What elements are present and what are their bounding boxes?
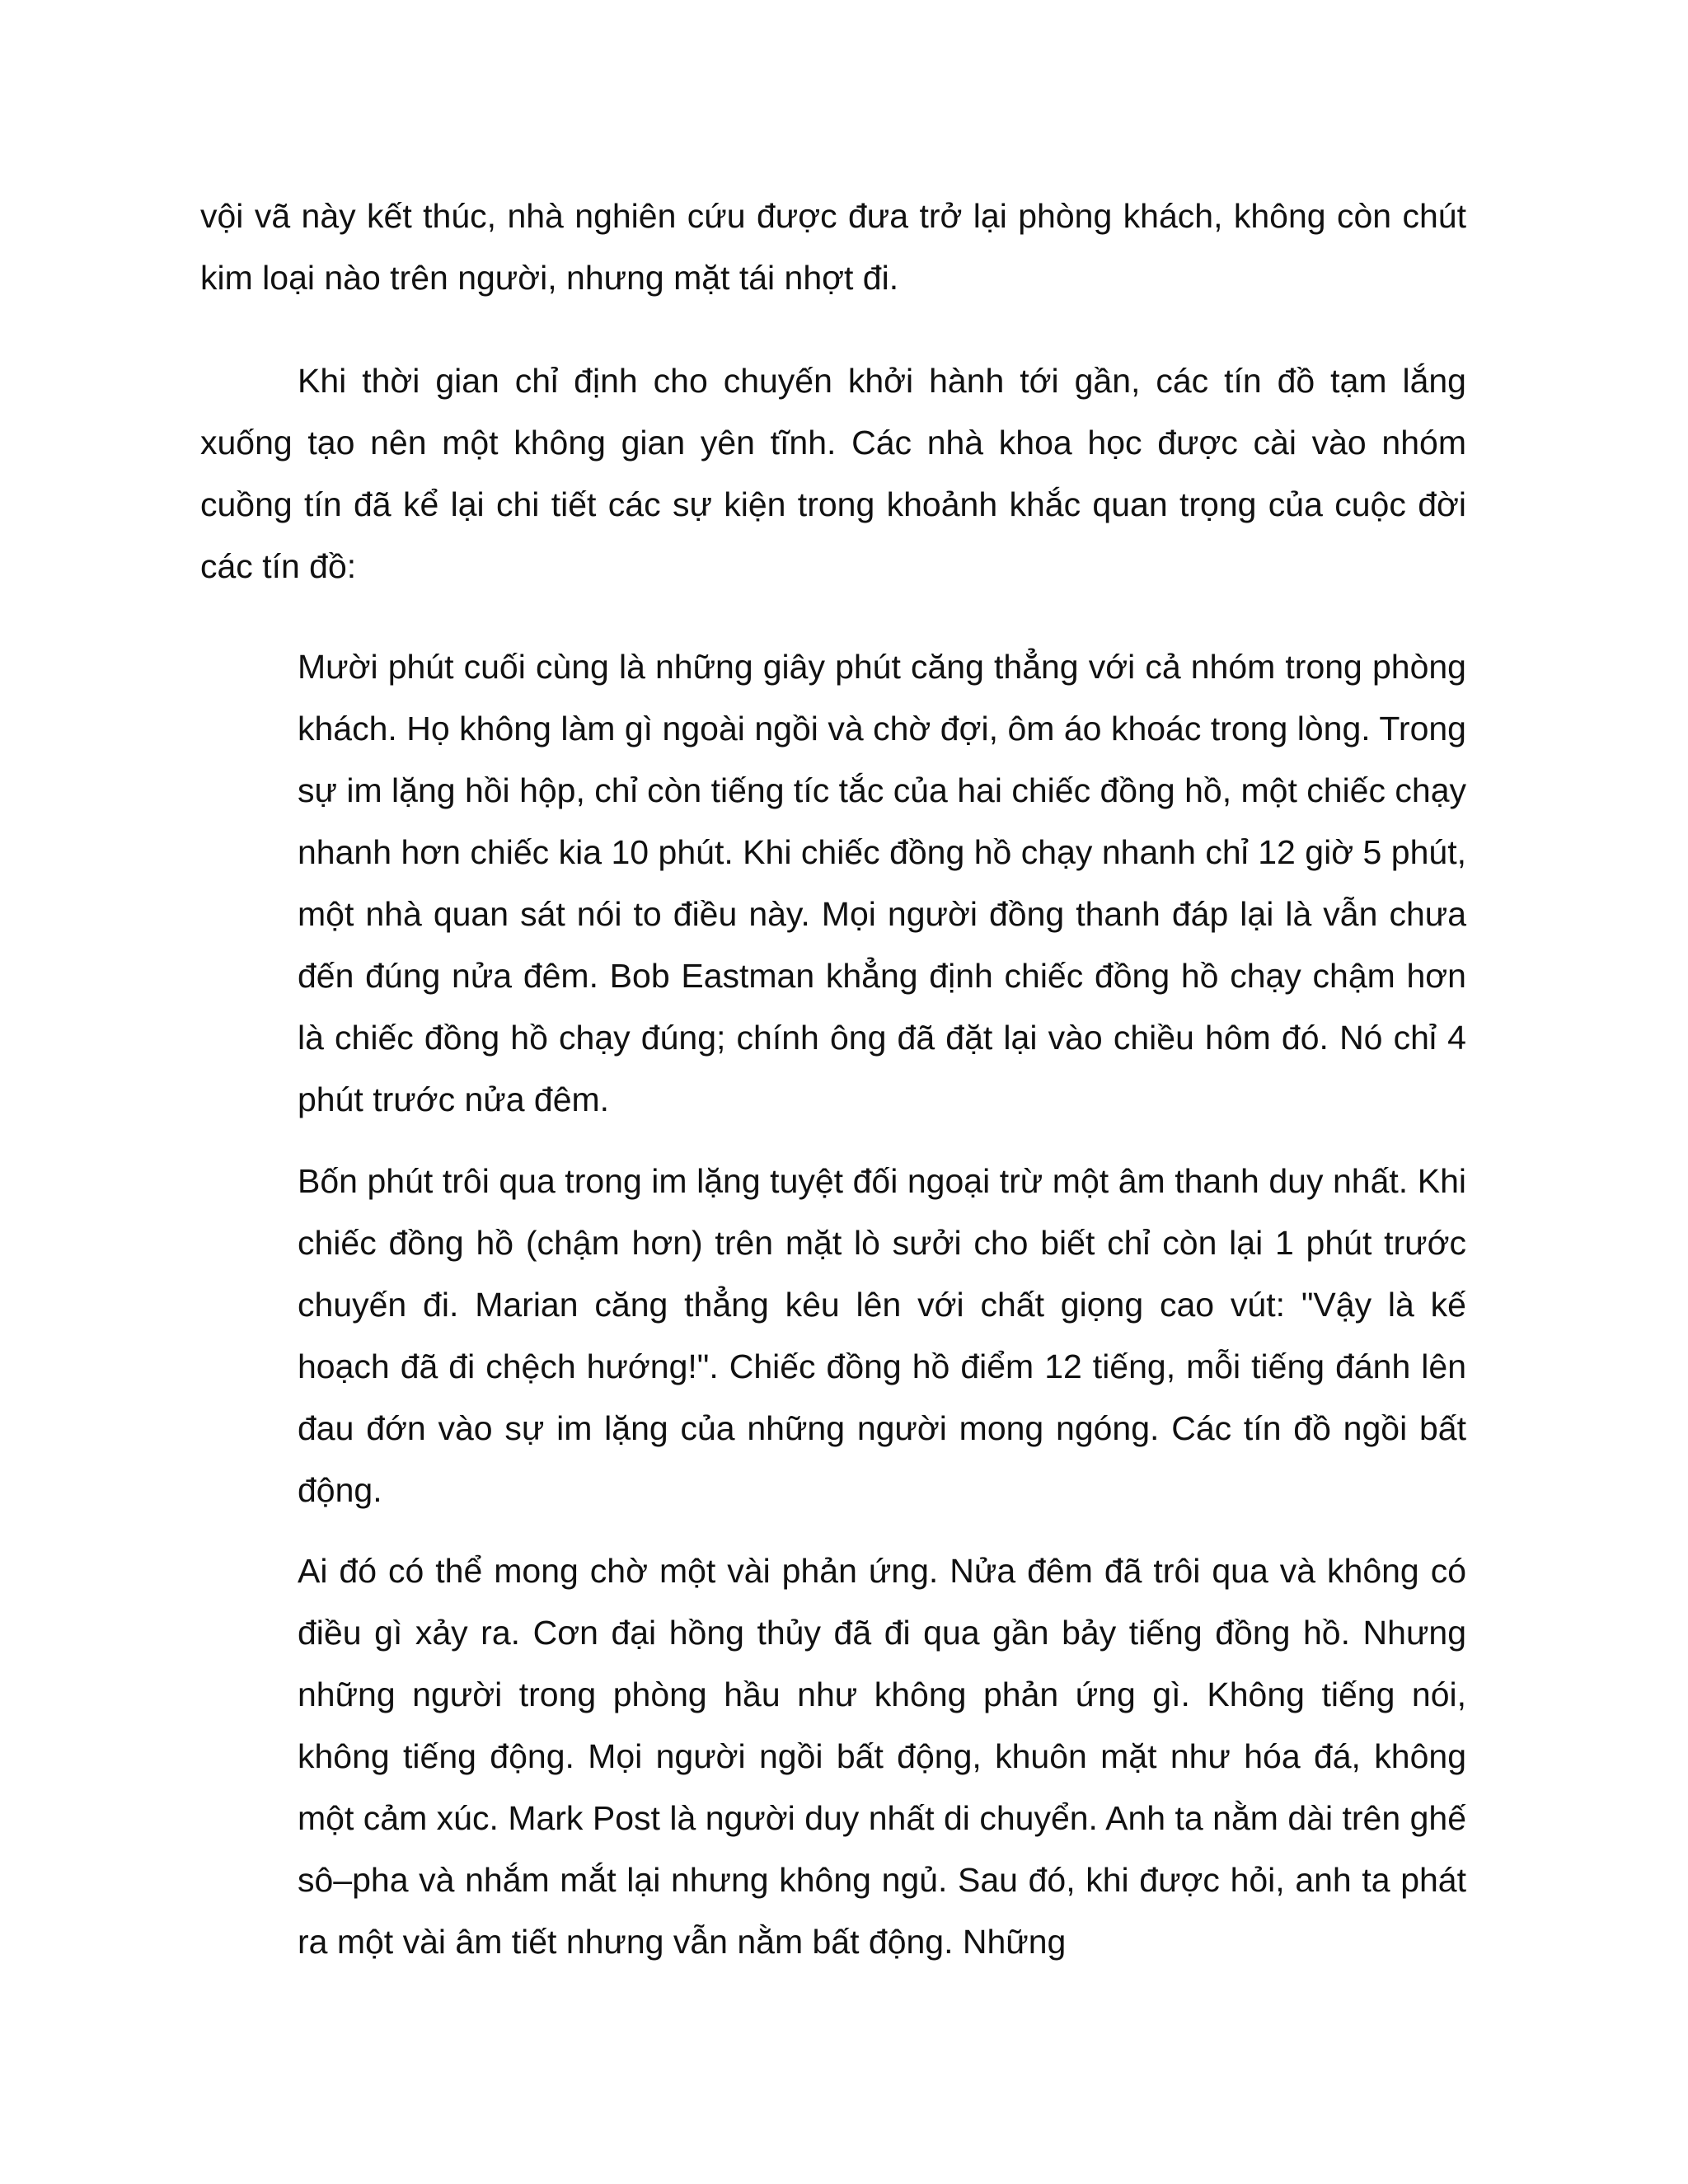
paragraph-intro: Khi thời gian chỉ định cho chuyến khởi hành tới gần, các tín đồ tạm lắng xuống tạo nên một không gian yên tĩnh. Các nhà khoa học được cài vào nhóm cuồng tín đã kể lại chi tiết các sự kiện trong khoảnh khắc quan trọng của cuộc đời các tín đồ: <box>200 362 1466 585</box>
quote-paragraph-2: Bốn phút trôi qua trong im lặng tuyệt đối ngoại trừ một âm thanh duy nhất. Khi chiếc đồng hồ (chậm hơn) trên mặt lò sưởi cho biết chỉ còn lại 1 phút trước chuyến đi. Marian căng thẳng kêu lên với chất giọng cao vút: "Vậy là kế hoạch đã đi chệch hướng!". Chiếc đồng hồ điểm 12 tiếng, mỗi tiếng đánh lên đau đớn vào sự im lặng của những người mong ngóng. Các tín đồ ngồi bất động. <box>298 1162 1466 1509</box>
quote-paragraph-3: Ai đó có thể mong chờ một vài phản ứng. Nửa đêm đã trôi qua và không có điều gì xảy ra. Cơn đại hồng thủy đã đi qua gần bảy tiếng đồng hồ. Nhưng những người trong phòng hầu như không phản ứng gì. Không tiếng nói, không tiếng động. Mọi người ngồi bất động, khuôn mặt như hóa đá, không một cảm xúc. Mark Post là người duy nhất di chuyển. Anh ta nằm dài trên ghế sô–pha và nhắm mắt lại nhưng không ngủ. Sau đó, khi được hỏi, anh ta phát ra một vài âm tiết nhưng vẫn nằm bất động. Những <box>298 1552 1466 1961</box>
paragraph-continuation: vội vã này kết thúc, nhà nghiên cứu được đưa trở lại phòng khách, không còn chút kim loại nào trên người, nhưng mặt tái nhợt đi. <box>200 197 1466 297</box>
quote-paragraph-1: Mười phút cuối cùng là những giây phút căng thẳng với cả nhóm trong phòng khách. Họ không làm gì ngoài ngồi và chờ đợi, ôm áo khoác trong lòng. Trong sự im lặng hồi hộp, chỉ còn tiếng tíc tắc của hai chiếc đồng hồ, một chiếc chạy nhanh hơn chiếc kia 10 phút. Khi chiếc đồng hồ chạy nhanh chỉ 12 giờ 5 phút, một nhà quan sát nói to điều này. Mọi người đồng thanh đáp lại là vẫn chưa đến đúng nửa đêm. Bob Eastman khẳng định chiếc đồng hồ chạy chậm hơn là chiếc đồng hồ chạy đúng; chính ông đã đặt lại vào chiều hôm đó. Nó chỉ 4 phút trước nửa đêm. <box>298 648 1466 1118</box>
